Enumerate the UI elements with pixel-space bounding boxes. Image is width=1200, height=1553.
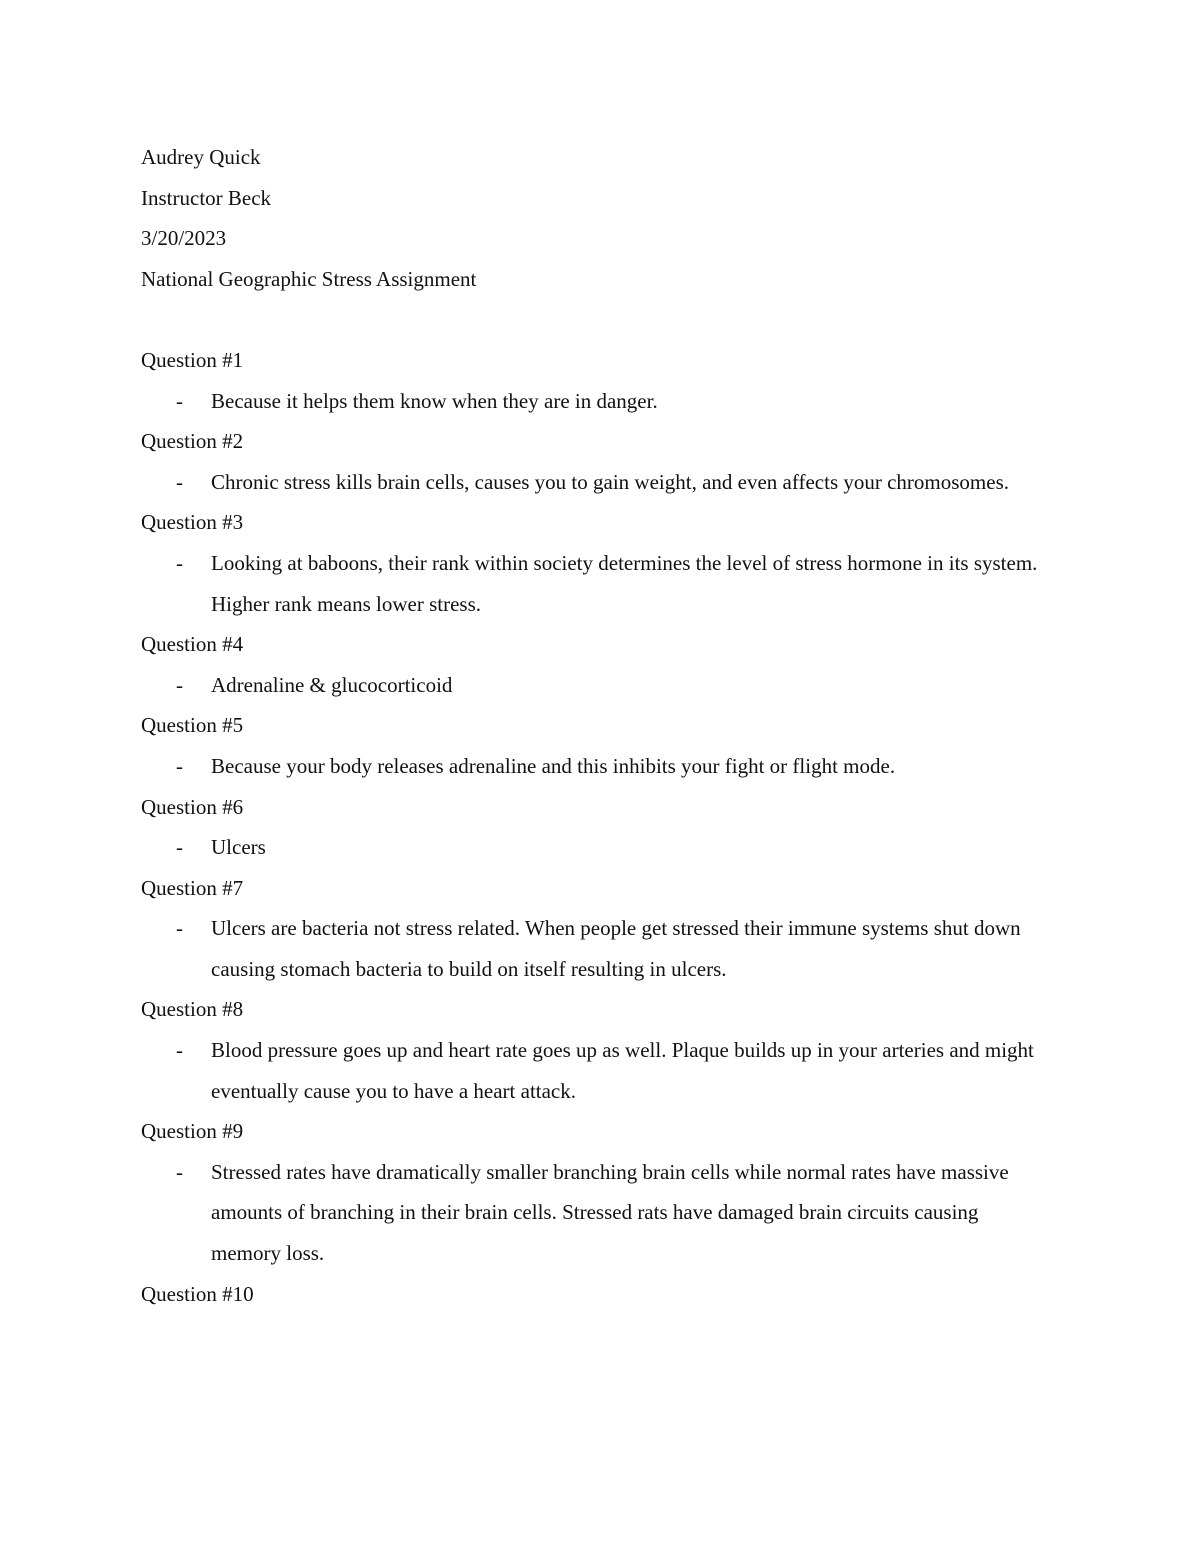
bullet-dash: - — [176, 388, 183, 413]
answer-4 — [141, 665, 1041, 706]
question-label-2: Question #2 — [141, 429, 244, 454]
answer-text-6: Ulcers — [211, 835, 266, 860]
bullet-dash: - — [176, 469, 183, 494]
question-label-3: Question #3 — [141, 510, 244, 535]
bullet-dash: - — [176, 1038, 183, 1063]
question-label-7: Question #7 — [141, 875, 244, 900]
blank-line — [141, 299, 1041, 340]
answer-text-4: Adrenaline & glucocorticoid — [211, 672, 453, 697]
student-name: Audrey Quick — [141, 145, 261, 169]
question-label-1: Question #1 — [141, 347, 244, 372]
answer-text-1: Because it helps them know when they are in danger. — [211, 388, 658, 413]
bullet-dash: - — [176, 672, 183, 697]
question-label-8: Question #8 — [141, 997, 244, 1022]
assignment-date: 3/20/2023 — [141, 226, 227, 251]
answer-text-5: Because your body releases adrenaline and this inhibits your fight or flight mode. — [211, 753, 896, 778]
answer-8 — [141, 1030, 1041, 1111]
answer-text-8: Blood pressure goes up and heart rate goes up as well. Plaque builds up in your arteries and might eventually cause you to have a heart attack. — [211, 1038, 1034, 1103]
question-label-5: Question #5 — [141, 713, 244, 738]
question-label-6: Question #6 — [141, 794, 244, 819]
question-label-4: Question #4 — [141, 632, 244, 657]
answer-text-7: Ulcers are bacteria not stress related. When people get stressed their immune systems shut down causing stomach bacteria to build on itself resulting in ulcers. — [211, 916, 1021, 981]
question-label-9: Question #9 — [141, 1119, 244, 1144]
answer-2 — [141, 462, 1041, 503]
answer-6 — [141, 827, 1041, 868]
bullet-dash: - — [176, 1159, 183, 1184]
answer-text-3: Looking at baboons, their rank within society determines the level of stress hormone in its system. Higher rank means lower stress. — [211, 550, 1038, 616]
bullet-dash: - — [176, 753, 183, 778]
answer-3 — [141, 543, 1041, 624]
answer-5 — [141, 746, 1041, 787]
bullet-dash: - — [176, 835, 183, 860]
bullet-dash: - — [176, 916, 183, 941]
answer-text-9: Stressed rates have dramatically smaller branching brain cells while normal rates have massive amounts of branching in their brain cells. Stressed rats have damaged brain circuits causing memory loss. — [211, 1159, 1009, 1266]
bullet-dash: - — [176, 550, 183, 575]
document-body — [141, 137, 1041, 1314]
answer-9 — [141, 1152, 1041, 1274]
instructor-name: Instructor Beck — [141, 185, 272, 210]
answer-1 — [141, 381, 1041, 422]
answer-7 — [141, 908, 1041, 989]
question-label-10: Question #10 — [141, 1281, 254, 1306]
assignment-title: National Geographic Stress Assignment — [141, 266, 477, 291]
answer-text-2: Chronic stress kills brain cells, causes you to gain weight, and even affects your chromosomes. — [211, 469, 1010, 494]
